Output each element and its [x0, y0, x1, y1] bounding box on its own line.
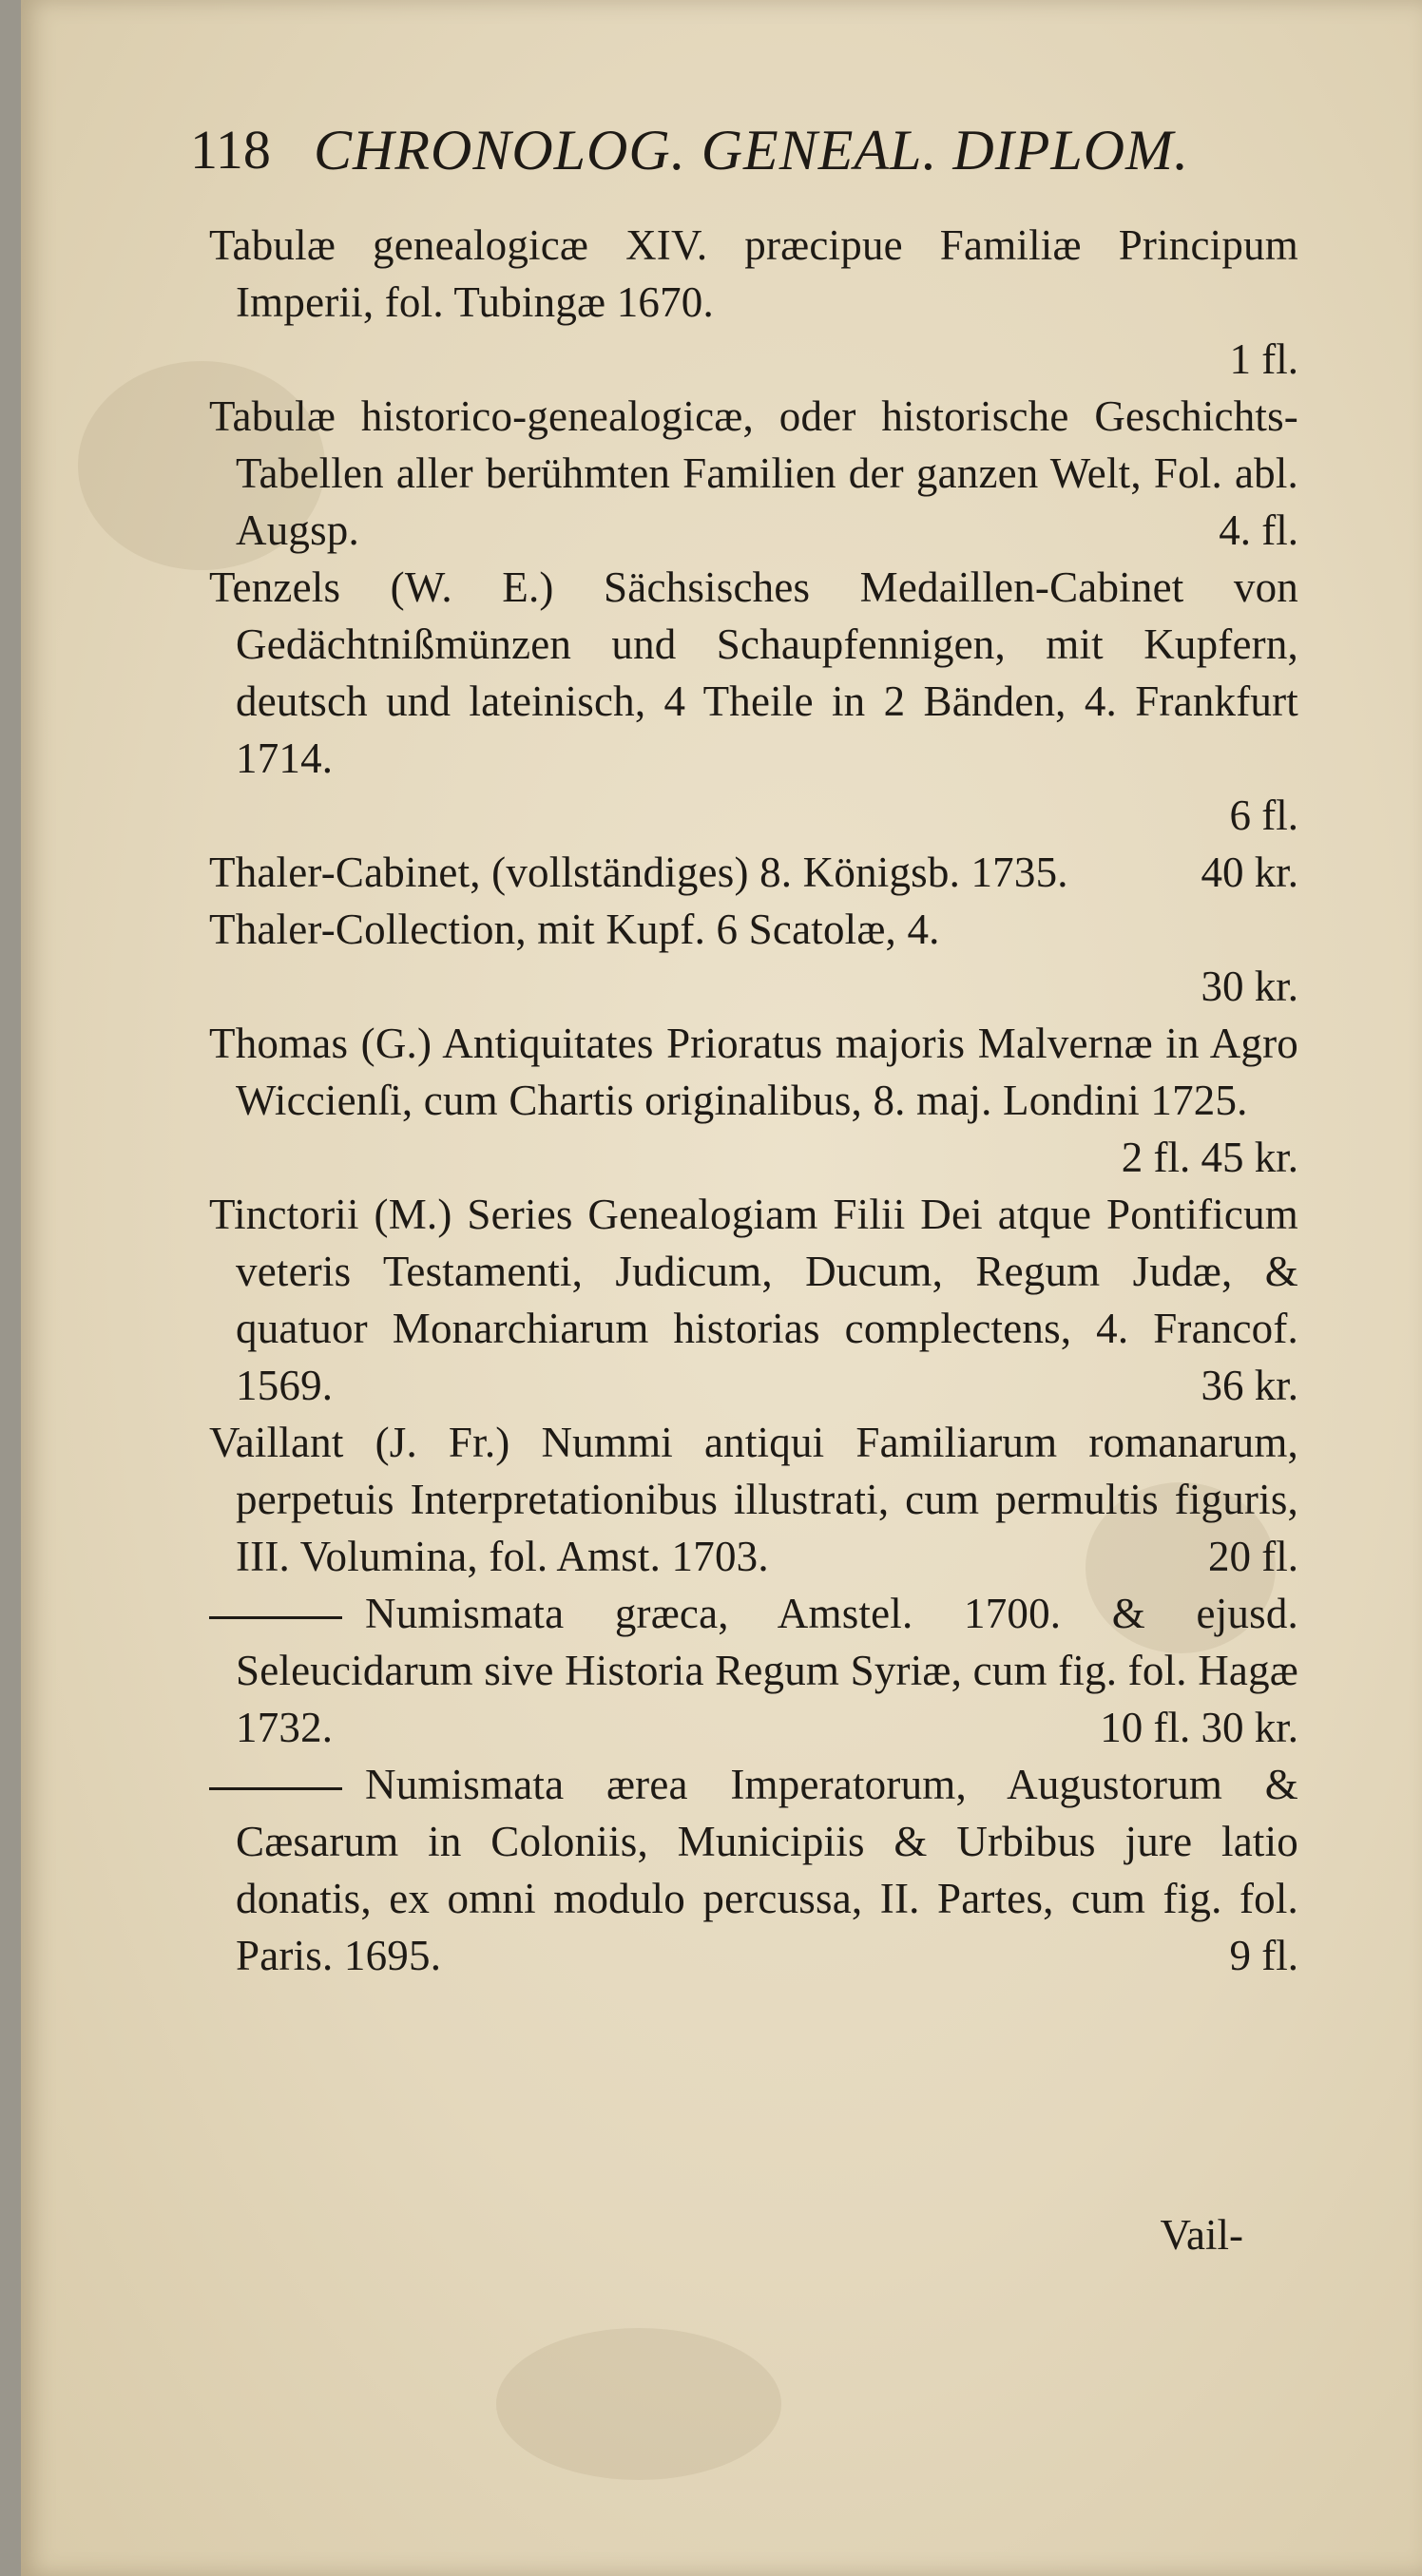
entry-price: 10 fl. 30 kr.: [1100, 1704, 1298, 1751]
ditto-dash: [209, 1616, 342, 1619]
page-number: 118: [190, 119, 271, 181]
catalog-entry: [209, 844, 1298, 901]
entry-price: 20 fl.: [1208, 1533, 1298, 1580]
entry-text: Thaler-Cabinet, (vollständiges) 8. Königsb. 1735.: [209, 849, 1068, 896]
entry-text: Tabulæ genealogicæ XIV. præcipue Familiæ Principum Imperii, fol. Tubingæ 1670.: [209, 221, 1298, 326]
entry-text: Tenzels (W. E.) Sächsisches Medaillen-Cabinet von Gedächtnißmünzen und Schaupfennigen, mit Kupfern, deutsch und lateinisch, 4 Theile in 2 Bänden, 4. Frankfurt 1714.: [209, 563, 1298, 782]
entry-text: Thaler-Collection, mit Kupf. 6 Scatolæ, 4.: [209, 906, 940, 953]
catalog-entry: [209, 1015, 1298, 1181]
catalog-entry: [209, 559, 1298, 844]
paper-stain: [496, 2328, 781, 2480]
entry-price: 36 kr.: [1201, 1362, 1298, 1409]
entry-price: 6 fl.: [1229, 792, 1298, 839]
catalog-entry: [209, 1756, 1298, 1984]
entry-text: Thomas (G.) Antiquitates Prioratus majoris Malvernæ in Agro Wiccienſi, cum Chartis originalibus, 8. maj. Londini 1725.: [209, 1020, 1298, 1124]
catalog-entry: [209, 1186, 1298, 1414]
ditto-dash: [209, 1787, 342, 1790]
catalog-entry: [209, 1585, 1298, 1756]
entry-price: 4. fl.: [1219, 506, 1298, 554]
catalog-entry: [209, 1414, 1298, 1585]
entry-text: Numismata ærea Imperatorum, Augustorum & Cæsarum in Coloniis, Municipiis & Urbibus jure latio donatis, ex omni modulo percussa, II. Partes, cum fig. fol. Paris. 1695.: [236, 1761, 1298, 1979]
entry-text: Vaillant (J. Fr.) Nummi antiqui Familiarum romanarum, perpetuis Interpretationibus illustrati, cum permultis figuris, III. Volumina, fol. Amst. 1703.: [209, 1419, 1298, 1580]
entry-price: 9 fl.: [1229, 1932, 1298, 1979]
catalog-entry: [209, 901, 1298, 1015]
entry-text: Tinctorii (M.) Series Genealogiam Filii Dei atque Pontificum veteris Testamenti, Judicum, Ducum, Regum Judæ, & quatuor Monarchiarum historias complectens, 4. Francof. 1569.: [209, 1191, 1298, 1409]
catalog-entry: [209, 217, 1298, 388]
running-head: CHRONOLOG. GENEAL. DIPLOM.: [314, 119, 1190, 181]
catchword: Vail-: [1160, 2211, 1243, 2259]
entry-price: 30 kr.: [1201, 963, 1298, 1010]
entry-price: 2 fl. 45 kr.: [1121, 1134, 1298, 1181]
catalog-entry: [209, 388, 1298, 559]
entry-price: 1 fl.: [1229, 335, 1298, 383]
entry-text: Tabulæ historico-genealogicæ, oder historische Geschichts-Tabellen aller berühmten Familien der ganzen Welt, Fol. abl. Augsp.: [209, 392, 1298, 554]
catalog-entries: [209, 217, 1298, 1984]
page-header: [190, 112, 1312, 188]
entry-text: Numismata græca, Amstel. 1700. & ejusd. Seleucidarum sive Historia Regum Syriæ, cum fig. fol. Hagæ 1732.: [236, 1590, 1298, 1751]
book-page: [21, 0, 1422, 2576]
entry-price: 40 kr.: [1201, 849, 1298, 896]
